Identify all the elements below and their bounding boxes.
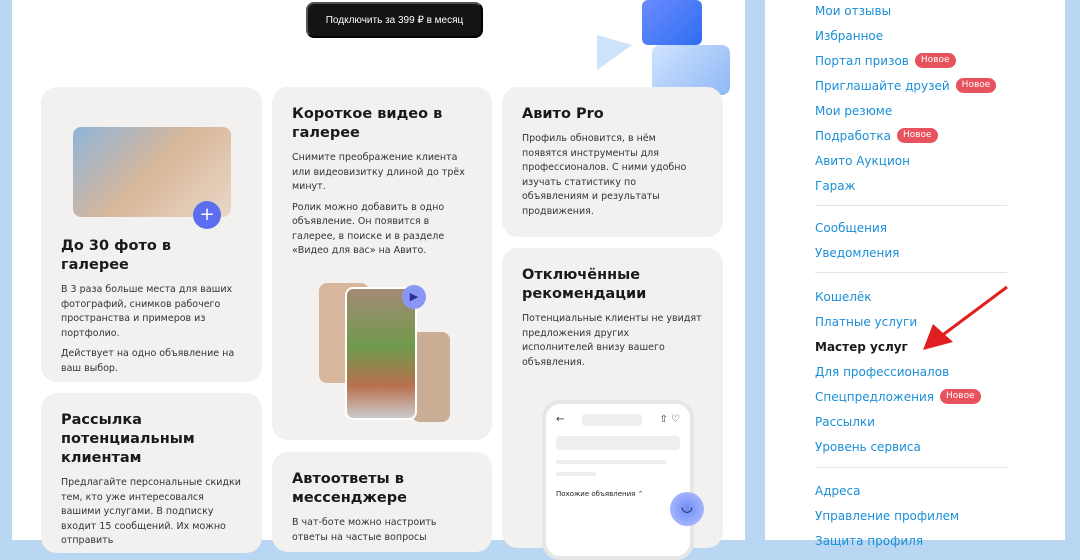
card-title: Отключённые рекомендации	[522, 267, 647, 302]
sidebar-item-label: Для профессионалов	[815, 364, 950, 379]
sidebar-item-label: Уведомления	[815, 245, 900, 260]
feature-card-autoreplies	[272, 452, 492, 552]
sidebar-item-label: Избранное	[815, 28, 884, 43]
sidebar-item[interactable]	[815, 0, 996, 23]
back-arrow-icon: ←	[556, 414, 565, 425]
phone-mockup	[542, 400, 694, 560]
sidebar-item-label: Гараж	[815, 178, 856, 193]
nav-group-account	[815, 0, 996, 198]
sidebar-item[interactable]	[815, 123, 996, 148]
card-text: Действует на одно объявление на ваш выбор.	[61, 348, 235, 374]
sidebar-item-label: Приглашайте друзей	[815, 78, 950, 93]
sidebar-item-label: Подработка	[815, 128, 891, 143]
sidebar-item[interactable]	[815, 478, 959, 503]
sidebar-item-label: Сообщения	[815, 220, 888, 235]
feature-card-photos	[41, 87, 262, 382]
card-text: Предлагайте персональные скидки тем, кто уже интересовался вашими услугами. В подписку входит 15 сообщений. Их можно отправить	[61, 477, 241, 546]
sidebar-item[interactable]	[815, 173, 996, 198]
sidebar-item-label: Мастер услуг	[815, 339, 908, 354]
sidebar-item-label: Адреса	[815, 483, 861, 498]
feature-card-recommendations	[502, 248, 723, 548]
add-photo-icon: +	[193, 201, 221, 229]
sidebar-item-label: Портал призов	[815, 53, 909, 68]
sidebar-item[interactable]	[815, 215, 899, 240]
divider	[815, 205, 1007, 206]
sidebar-item-label: Управление профилем	[815, 508, 960, 523]
nav-group-profile	[815, 478, 959, 553]
card-text: Профиль обновится, в нём появятся инструменты для профессионалов. С ними удобно изучать статистику по объявлениям и результаты продвижения.	[522, 133, 687, 217]
feature-card-mailing	[41, 393, 262, 553]
sidebar-item[interactable]	[815, 528, 959, 553]
sidebar-item[interactable]	[815, 434, 981, 459]
card-text: В чат-боте можно настроить ответы на частые вопросы	[292, 517, 437, 543]
divider	[815, 272, 1007, 273]
play-icon: ▶	[402, 285, 426, 309]
feature-card-avito-pro	[502, 87, 723, 237]
promo-illustration	[592, 0, 742, 100]
hidden-eye-icon: ◡	[670, 492, 704, 526]
sidebar-item-label: Кошелёк	[815, 289, 872, 304]
card-title: Короткое видео в галерее	[292, 106, 443, 141]
sidebar-item[interactable]	[815, 73, 996, 98]
sidebar-item[interactable]	[815, 148, 996, 173]
sidebar-item[interactable]	[815, 503, 959, 528]
sidebar-item[interactable]	[815, 359, 981, 384]
sidebar-item-label: Платные услуги	[815, 314, 918, 329]
sidebar-item-label: Авито Аукцион	[815, 153, 910, 168]
main-content	[12, 0, 745, 546]
sidebar-item-label: Мои отзывы	[815, 3, 892, 18]
nav-group-messages	[815, 215, 899, 265]
new-badge: Новое	[915, 53, 956, 68]
subscribe-button[interactable]: Подключить за 399 ₽ в месяц	[306, 2, 483, 38]
sidebar-item-label: Мои резюме	[815, 103, 893, 118]
card-title: Автоответы в мессенджере	[292, 471, 407, 506]
card-text: В 3 раза больше места для ваших фотографий, снимков рабочего пространства и примеров из портфолио.	[61, 284, 233, 339]
new-badge: Новое	[956, 78, 997, 93]
sidebar-item-label: Защита профиля	[815, 533, 924, 548]
sidebar-nav	[765, 0, 1065, 548]
sidebar-item-label: Спецпредложения	[815, 389, 934, 404]
card-text: Потенциальные клиенты не увидят предложения других исполнителей внизу вашего объявления.	[522, 313, 702, 368]
sidebar-item[interactable]	[815, 384, 981, 409]
red-arrow-annotation	[915, 282, 1015, 357]
card-title: До 30 фото в галерее	[61, 238, 172, 273]
card-title: Рассылка потенциальным клиентам	[61, 412, 195, 466]
new-badge: Новое	[897, 128, 938, 143]
card-text: Снимите преображение клиента или видеовизитку длиной до трёх минут.	[292, 152, 465, 192]
sidebar-item[interactable]	[815, 23, 996, 48]
sidebar-item[interactable]	[815, 48, 996, 73]
video-thumbnail-3	[412, 332, 450, 422]
similar-listings-label: Похожие объявления ⌃	[556, 490, 644, 498]
card-title: Авито Pro	[522, 106, 604, 122]
sidebar-item[interactable]	[815, 98, 996, 123]
sidebar-item[interactable]	[815, 409, 981, 434]
sidebar-item-label: Уровень сервиса	[815, 439, 921, 454]
feature-card-video	[272, 87, 492, 440]
sidebar-item-label: Рассылки	[815, 414, 875, 429]
divider	[815, 467, 1007, 468]
video-thumbnail-main	[345, 287, 417, 420]
sidebar-item[interactable]	[815, 240, 899, 265]
share-heart-icons: ⇧ ♡	[659, 414, 680, 425]
new-badge: Новое	[940, 389, 981, 404]
card-text: Ролик можно добавить в одно объявление. Он появится в галерее, в поиске и в разделе «Видео для вас» на Авито.	[292, 201, 445, 256]
